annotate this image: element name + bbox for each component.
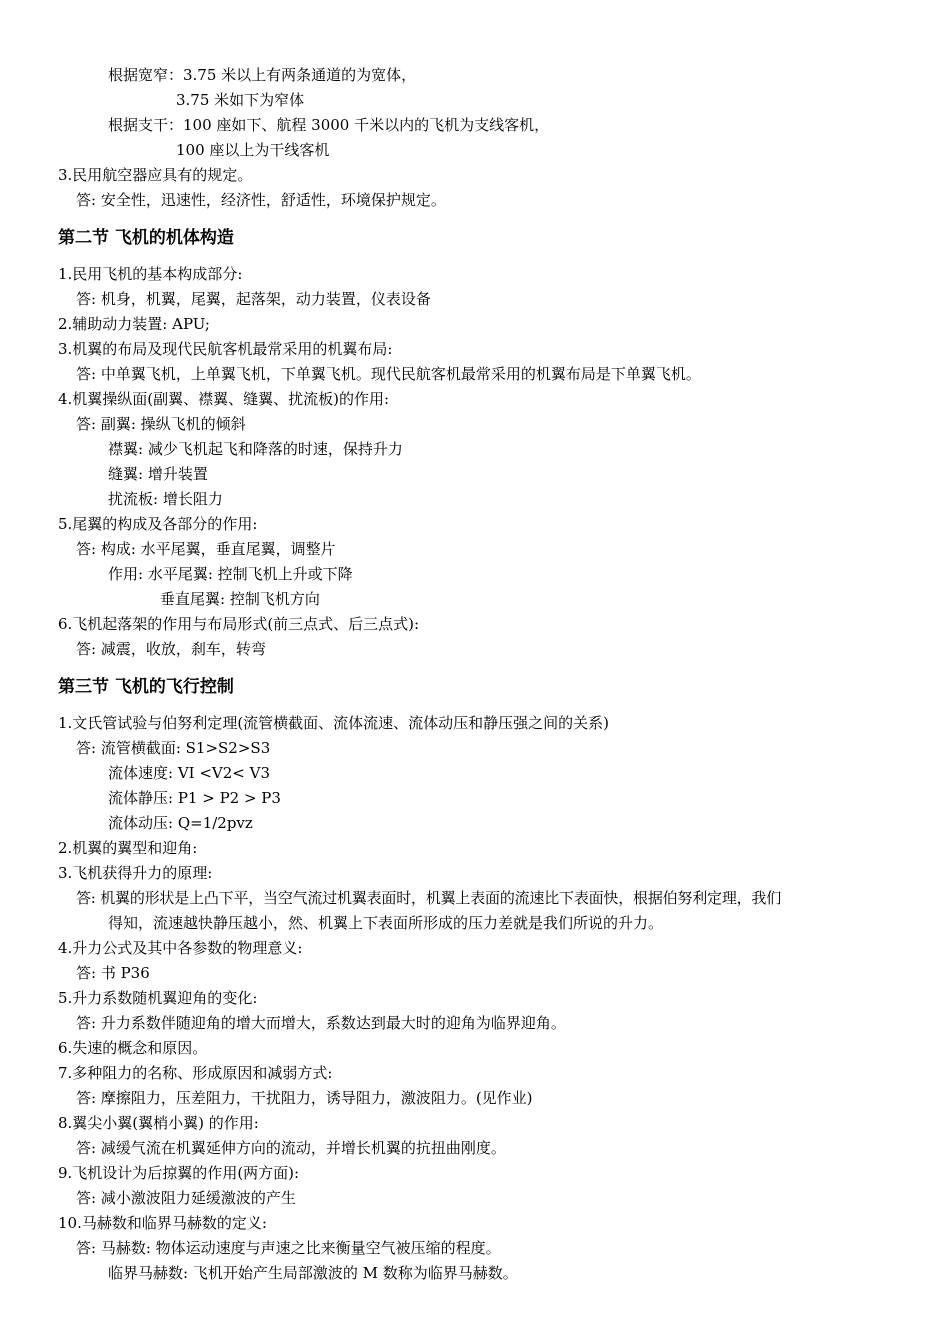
text-line: 4.升力公式及其中各参数的物理意义: [58, 939, 303, 957]
text-line: 8.翼尖小翼(翼梢小翼) 的作用: [58, 1114, 259, 1132]
text-line: 根据支干：100 座如下、航程 3000 千米以内的飞机为支线客机， [108, 116, 550, 134]
text-line: 100 座以上为干线客机 [176, 141, 330, 159]
text-line: 5.尾翼的构成及各部分的作用: [58, 515, 258, 533]
text-line: 答: 安全性，迅速性，经济性，舒适性，环境保护规定。 [76, 191, 446, 209]
text-line: 答: 流管横截面: S1>S2>S3 [76, 739, 271, 757]
text-line: 答: 书 P36 [76, 964, 150, 982]
text-line: 1.民用飞机的基本构成部分: [58, 265, 243, 283]
text-line: 得知，流速越快静压越小，然、机翼上下表面所形成的压力差就是我们所说的升力。 [108, 914, 664, 932]
text-line: 6.失速的概念和原因。 [58, 1039, 208, 1057]
text-line: 扰流板: 增长阻力 [108, 490, 223, 508]
text-line: 6.飞机起落架的作用与布局形式(前三点式、后三点式): [58, 615, 420, 633]
text-line: 根据宽窄：3.75 米以上有两条通道的为宽体， [108, 66, 417, 84]
text-line: 答: 减震，收放，刹车，转弯 [76, 640, 266, 658]
text-line: 答: 摩擦阻力，压差阻力，干扰阻力，诱导阻力，激波阻力。(见作业) [76, 1089, 533, 1107]
text-line: 2.辅助动力装置: APU; [58, 315, 210, 333]
text-line: 9.飞机设计为后掠翼的作用(两方面): [58, 1164, 300, 1182]
section-heading: 第二节 飞机的机体构造 [58, 228, 234, 248]
text-line: 作用: 水平尾翼: 控制飞机上升或下降 [108, 565, 353, 583]
text-line: 4.机翼操纵面(副翼、襟翼、缝翼、扰流板)的作用: [58, 390, 390, 408]
text-line: 答: 机身，机翼，尾翼，起落架，动力装置，仪表设备 [76, 290, 431, 308]
text-line: 流体速度: VI <V2< V3 [108, 764, 271, 782]
text-line: 答: 减小激波阻力延缓激波的产生 [76, 1189, 296, 1207]
text-line: 3.75 米如下为窄体 [176, 91, 305, 109]
text-line: 临界马赫数: 飞机开始产生局部激波的 M 数称为临界马赫数。 [108, 1264, 518, 1282]
text-line: 答: 减缓气流在机翼延伸方向的流动，并增长机翼的抗扭曲刚度。 [76, 1139, 506, 1157]
text-line: 3.飞机获得升力的原理: [58, 864, 213, 882]
text-line: 3.机翼的布局及现代民航客机最常采用的机翼布局: [58, 340, 393, 358]
text-line: 10.马赫数和临界马赫数的定义: [58, 1214, 267, 1232]
text-line: 答: 升力系数伴随迎角的增大而增大，系数达到最大时的迎角为临界迎角。 [76, 1014, 566, 1032]
text-line: 答: 副翼: 操纵飞机的倾斜 [76, 415, 246, 433]
text-line: 答: 构成: 水平尾翼，垂直尾翼，调整片 [76, 540, 336, 558]
text-line: 5.升力系数随机翼迎角的变化: [58, 989, 258, 1007]
text-line: 答: 中单翼飞机，上单翼飞机，下单翼飞机。现代民航客机最常采用的机翼布局是下单翼飞机。 [76, 365, 701, 383]
text-line: 流体动压: Q=1/2pvz [108, 814, 253, 832]
text-line: 答: 马赫数: 物体运动速度与声速之比来衡量空气被压缩的程度。 [76, 1239, 501, 1257]
section-heading: 第三节 飞机的飞行控制 [58, 677, 234, 697]
text-line: 缝翼: 增升装置 [108, 465, 208, 483]
text-line: 7.多种阻力的名称、形成原因和减弱方式: [58, 1064, 333, 1082]
text-line: 3.民用航空器应具有的规定。 [58, 166, 253, 184]
text-line: 流体静压: P1 > P2 > P3 [108, 789, 281, 807]
text-line: 答: 机翼的形状是上凸下平，当空气流过机翼表面时，机翼上表面的流速比下表面快，根据伯努利定理，我们 [76, 889, 782, 907]
text-line: 1.文氏管试验与伯努利定理(流管横截面、流体流速、流体动压和静压强之间的关系) [58, 714, 610, 732]
text-line: 垂直尾翼: 控制飞机方向 [160, 590, 320, 608]
text-line: 2.机翼的翼型和迎角: [58, 839, 198, 857]
text-line: 襟翼: 减少飞机起飞和降落的时速，保持升力 [108, 440, 403, 458]
